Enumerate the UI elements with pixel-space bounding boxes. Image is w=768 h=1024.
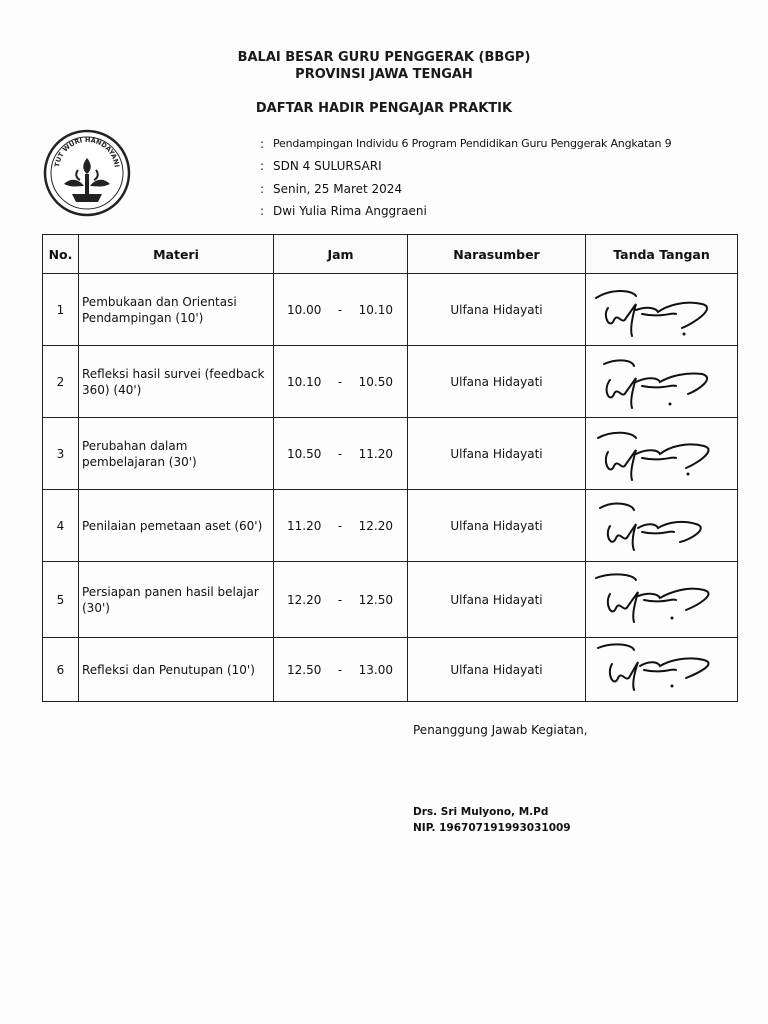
table-row: [43, 562, 738, 638]
row-materi: Pembukaan dan Orientasi Pendampingan (10'): [79, 274, 274, 346]
header-tanda-tangan: Tanda Tangan: [586, 235, 738, 274]
logo-text: TUT WURI HANDAYANI: [53, 135, 121, 168]
row-narasumber: Ulfana Hidayati: [408, 638, 586, 702]
jam-end: 11.20: [358, 446, 393, 461]
jam-start: 10.10: [287, 374, 322, 389]
info-colon: :: [260, 182, 265, 196]
jam-start: 11.20: [287, 518, 322, 533]
row-jam: [274, 562, 408, 638]
row-signature: [586, 638, 738, 702]
row-materi: Perubahan dalam pembelajaran (30'): [79, 418, 274, 490]
info-value: SDN 4 SULURSARI: [273, 159, 382, 173]
row-materi: Refleksi hasil survei (feedback 360) (40'): [79, 346, 274, 418]
official-name: Drs. Sri Mulyono, M.Pd: [413, 806, 549, 818]
table-row: [43, 274, 738, 346]
row-materi: Refleksi dan Penutupan (10'): [79, 638, 274, 702]
row-jam: [274, 274, 408, 346]
jam-separator: -: [337, 662, 343, 677]
jam-start: 12.20: [287, 592, 322, 607]
info-value: Pendampingan Individu 6 Program Pendidikan Guru Penggerak Angkatan 9: [273, 137, 672, 150]
row-signature: [586, 418, 738, 490]
responsible-label: Penanggung Jawab Kegiatan,: [413, 723, 588, 737]
row-materi: Penilaian pemetaan aset (60'): [79, 490, 274, 562]
table-row: [43, 346, 738, 418]
row-jam: [274, 638, 408, 702]
header-narasumber: Narasumber: [408, 235, 586, 274]
header-jam: Jam: [274, 235, 408, 274]
row-number: 4: [43, 490, 79, 562]
header-no: No.: [43, 235, 79, 274]
row-signature: [586, 562, 738, 638]
institution-name: BALAI BESAR GURU PENGGERAK (BBGP): [237, 50, 531, 65]
jam-start: 10.50: [287, 446, 322, 461]
row-narasumber: Ulfana Hidayati: [408, 346, 586, 418]
row-number: 1: [43, 274, 79, 346]
tut-wuri-handayani-logo: [42, 128, 132, 222]
row-number: 3: [43, 418, 79, 490]
table-row: [43, 638, 738, 702]
row-number: 5: [43, 562, 79, 638]
header-materi: Materi: [79, 235, 274, 274]
jam-separator: -: [337, 518, 343, 533]
signature-icon: [592, 494, 722, 556]
table-row: [43, 418, 738, 490]
row-narasumber: Ulfana Hidayati: [408, 490, 586, 562]
jam-separator: -: [337, 302, 343, 317]
jam-end: 10.10: [358, 302, 393, 317]
attendance-table: [42, 234, 738, 702]
official-nip: NIP. 196707191993031009: [413, 822, 571, 834]
row-number: 2: [43, 346, 79, 418]
jam-separator: -: [337, 374, 343, 389]
jam-separator: -: [337, 592, 343, 607]
row-narasumber: Ulfana Hidayati: [408, 418, 586, 490]
row-jam: [274, 418, 408, 490]
info-colon: :: [260, 137, 265, 151]
jam-end: 12.50: [358, 592, 393, 607]
row-signature: [586, 346, 738, 418]
row-narasumber: Ulfana Hidayati: [408, 562, 586, 638]
signature-icon: [592, 422, 722, 484]
table-row: [43, 490, 738, 562]
info-value: Dwi Yulia Rima Anggraeni: [273, 204, 427, 218]
document-title: DAFTAR HADIR PENGAJAR PRAKTIK: [255, 101, 513, 116]
jam-separator: -: [337, 446, 343, 461]
jam-end: 13.00: [358, 662, 393, 677]
row-jam: [274, 346, 408, 418]
row-materi: Persiapan panen hasil belajar (30'): [79, 562, 274, 638]
signature-icon: [592, 278, 722, 340]
signature-icon: [592, 350, 722, 412]
row-signature: [586, 274, 738, 346]
jam-end: 10.50: [358, 374, 393, 389]
row-number: 6: [43, 638, 79, 702]
province-name: PROVINSI JAWA TENGAH: [295, 67, 473, 82]
row-jam: [274, 490, 408, 562]
signature-icon: [592, 566, 722, 628]
info-colon: :: [260, 159, 265, 173]
jam-start: 10.00: [287, 302, 322, 317]
jam-start: 12.50: [287, 662, 322, 677]
jam-end: 12.20: [358, 518, 393, 533]
signature-icon: [592, 638, 722, 700]
table-header-row: [43, 235, 738, 274]
row-narasumber: Ulfana Hidayati: [408, 274, 586, 346]
info-colon: :: [260, 204, 265, 218]
info-value: Senin, 25 Maret 2024: [273, 182, 403, 196]
row-signature: [586, 490, 738, 562]
